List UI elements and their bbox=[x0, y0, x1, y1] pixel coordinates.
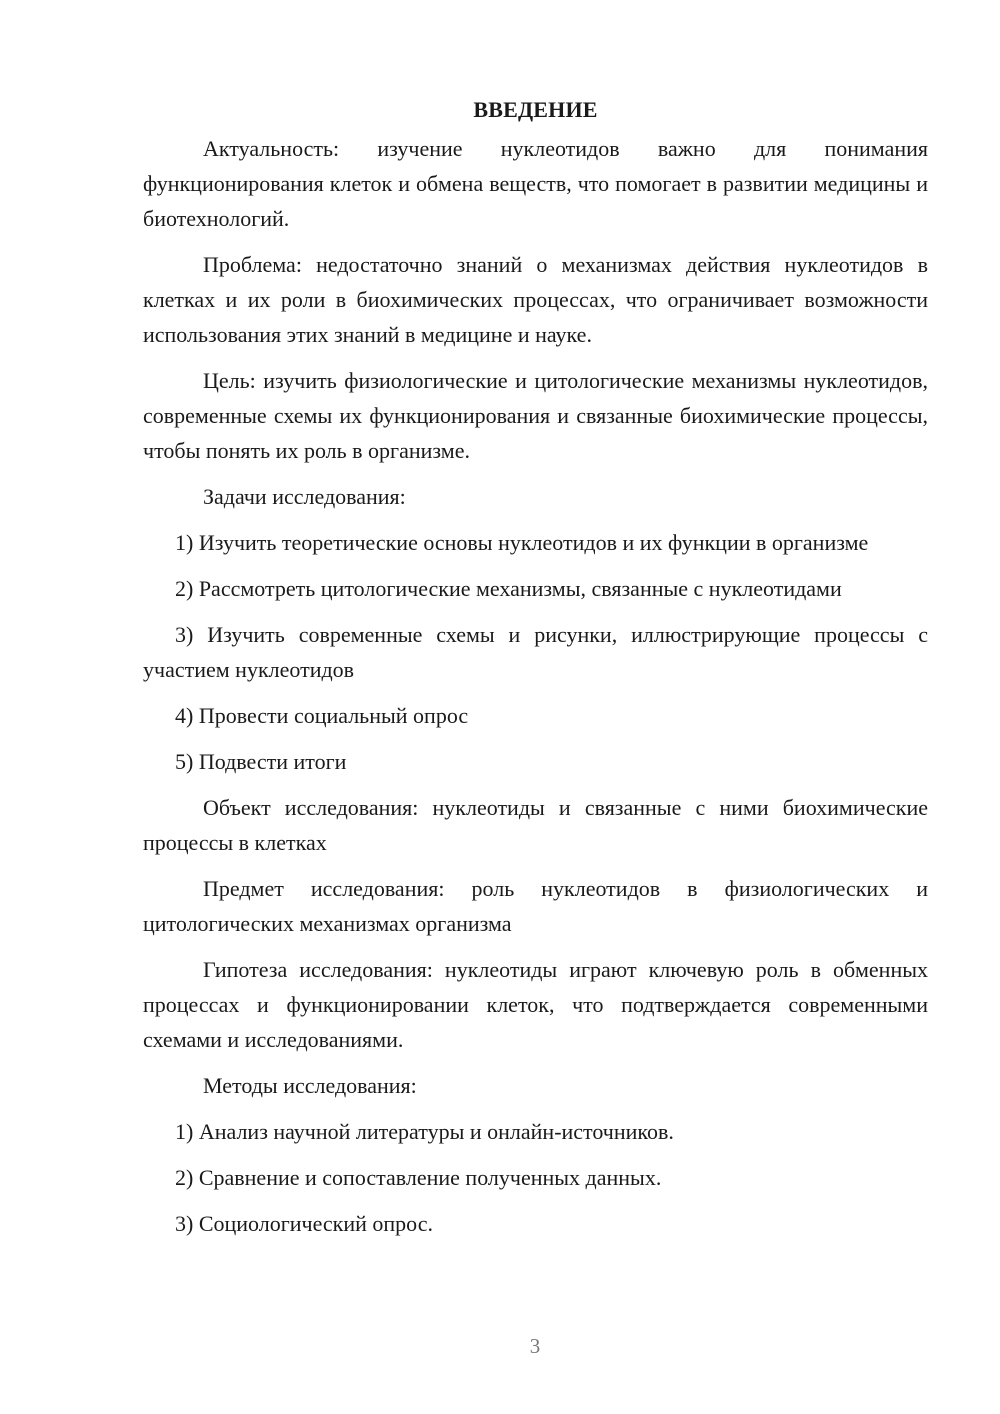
method-item: 1) Анализ научной литературы и онлайн-источников. bbox=[175, 1119, 674, 1144]
task-item: 1) Изучить теоретические основы нуклеотидов и их функции в организме bbox=[175, 530, 869, 555]
method-item: 3) Социологический опрос. bbox=[175, 1211, 433, 1236]
task-item: 3) Изучить современные схемы и рисунки, иллюстрирующие процессы с участием нуклеотидов bbox=[143, 622, 928, 682]
task-item: 5) Подвести итоги bbox=[175, 749, 347, 774]
relevance-paragraph: Актуальность: изучение нуклеотидов важно для понимания функционирования клеток и обмена веществ, что помогает в развитии медицины и биотехнологий. bbox=[143, 136, 928, 231]
problem-paragraph: Проблема: недостаточно знаний о механизмах действия нуклеотидов в клетках и их роли в биохимических процессах, что ограничивает возможности использования этих знаний в медицине и науке. bbox=[143, 252, 928, 347]
goal-paragraph: Цель: изучить физиологические и цитологические механизмы нуклеотидов, современные схемы их функционирования и связанные биохимические процессы, чтобы понять их роль в организме. bbox=[143, 368, 928, 463]
page-number: 3 bbox=[529, 1334, 541, 1358]
section-heading: ВВЕДЕНИЕ bbox=[473, 97, 598, 122]
hypothesis-paragraph: Гипотеза исследования: нуклеотиды играют ключевую роль в обменных процессах и функционировании клеток, что подтверждается современными схемами и исследованиями. bbox=[143, 957, 928, 1052]
task-item: 4) Провести социальный опрос bbox=[175, 703, 469, 728]
task-item: 2) Рассмотреть цитологические механизмы, связанные с нуклеотидами bbox=[175, 576, 842, 601]
method-item: 2) Сравнение и сопоставление полученных данных. bbox=[175, 1165, 662, 1190]
object-paragraph: Объект исследования: нуклеотиды и связанные с ними биохимические процессы в клетках bbox=[143, 795, 928, 855]
methods-heading: Методы исследования: bbox=[203, 1073, 417, 1098]
tasks-heading: Задачи исследования: bbox=[203, 484, 406, 509]
document-page bbox=[143, 95, 928, 1252]
subject-paragraph: Предмет исследования: роль нуклеотидов в физиологических и цитологических механизмах организма bbox=[143, 876, 928, 936]
